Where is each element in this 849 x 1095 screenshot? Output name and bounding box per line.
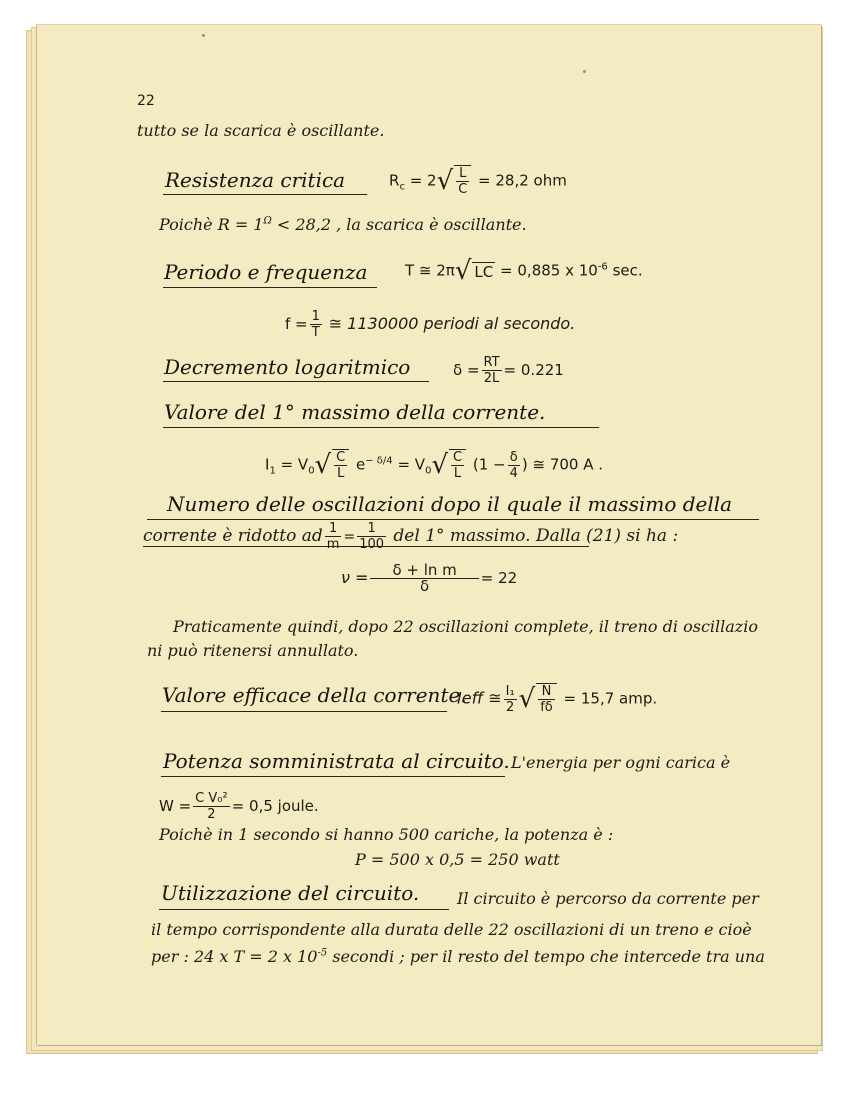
fraction [504, 684, 517, 715]
formula-text: f = [285, 315, 308, 333]
formula-text: = 0,885 x 10 [500, 261, 598, 280]
numerator: 1 [325, 521, 342, 537]
formula-watt: P = 500 x 0,5 = 250 watt [355, 850, 560, 869]
numerator: I₁ [505, 683, 515, 699]
heading-underline [163, 194, 367, 195]
formula-result: = 0.221 [503, 361, 564, 379]
sqrt-icon: √ [314, 450, 332, 480]
fraction [508, 450, 520, 481]
formula-text: = 2 [409, 171, 437, 190]
exponent: − δ/4 [365, 455, 393, 467]
formula-corrente-massima [265, 449, 603, 481]
heading-text: corrente è ridotto ad [143, 526, 323, 546]
text-part: per : 24 x T = 2 x 10 [151, 947, 318, 966]
formula-numero [341, 563, 517, 594]
text-part: Poichè R = 1 [159, 215, 264, 234]
formula-result: = 15,7 amp. [563, 689, 658, 708]
heading-decremento: Decremento logaritmico [164, 355, 411, 379]
denominator: 2 [505, 699, 515, 715]
subscript: 1 [269, 465, 276, 477]
fraction [482, 355, 502, 386]
numerator: δ [508, 450, 520, 466]
numerator: N [538, 684, 555, 700]
numerator: RT [483, 355, 500, 370]
fraction [193, 791, 230, 822]
sqrt-icon: √ [436, 166, 454, 196]
denominator: 2 [207, 807, 216, 822]
heading-underline [161, 776, 505, 777]
unit: sec. [612, 261, 643, 280]
text-part: secondi ; per il resto del tempo che intercede tra una [332, 947, 765, 966]
heading-underline [161, 711, 447, 712]
heading-resistenza-critica: Resistenza critica [165, 168, 346, 192]
formula-symbol: Ieff ≅ [457, 688, 502, 708]
formula-text: = V [397, 455, 426, 474]
denominator: L [337, 466, 345, 481]
formula-energia [159, 791, 319, 822]
fraction [310, 309, 322, 340]
heading-underline [163, 427, 599, 428]
formula-symbol: W = [159, 797, 192, 815]
manuscript-page [36, 24, 821, 1045]
formula-efficace [457, 683, 657, 715]
ohm-unit: Ω [263, 215, 272, 227]
denominator: 2L [483, 371, 500, 386]
heading-valore-massimo: Valore del 1° massimo della corrente. [164, 400, 546, 424]
sqrt-icon: √ [518, 684, 536, 714]
formula-result: = 28,2 ohm [478, 171, 567, 190]
denominator: 100 [359, 537, 385, 552]
radicand: LC [474, 262, 494, 281]
numerator: 1 [311, 309, 320, 324]
formula-result: ) ≅ 700 A . [521, 455, 604, 474]
fraction [332, 449, 349, 481]
formula-resistenza [389, 165, 567, 197]
potenza-tail: L'energia per ogni carica è [511, 753, 731, 772]
subscript: 0 [308, 465, 315, 477]
paper-speck [202, 34, 205, 37]
utilizzazione-tail: Il circuito è percorso da corrente per [457, 889, 759, 908]
intro-line: tutto se la scarica è oscillante. [137, 121, 385, 140]
formula-result: = 0,5 joule. [231, 797, 319, 815]
numerator: 1 [357, 521, 386, 537]
formula-text: δ = [453, 361, 480, 379]
denominator: 4 [509, 465, 518, 481]
formula-text: = V [280, 455, 309, 474]
heading-numero-oscillazioni-1: Numero delle oscillazioni dopo il quale il massimo della [167, 492, 733, 516]
utilizzazione-line-3 [151, 947, 765, 966]
formula-symbol: I [265, 455, 270, 474]
numerator: C [336, 450, 346, 465]
formula-text: (1 − [472, 455, 506, 474]
denominator: m [326, 537, 340, 552]
heading-underline [143, 546, 589, 547]
numerator: C V₀² [195, 791, 228, 806]
formula-subscript: c [399, 181, 405, 193]
numerator: C [453, 450, 463, 465]
numerator: δ + ln m [370, 563, 478, 579]
exponent: -5 [317, 947, 328, 959]
line-poiche-r [159, 215, 527, 234]
text-part: Dalla (21) si ha : [535, 526, 679, 546]
formula-text: ≅ 1130000 periodi al secondo. [328, 314, 576, 333]
denominator: T [311, 325, 320, 340]
sqrt-icon: √ [454, 256, 472, 286]
denominator: L [453, 466, 462, 481]
heading-numero-oscillazioni-2 [143, 521, 678, 552]
fraction [357, 521, 386, 552]
exponent: -6 [597, 261, 608, 273]
formula-decremento [453, 355, 564, 386]
utilizzazione-line-2: il tempo corrispondente alla durata delle 22 oscillazioni di un treno e cioè [151, 920, 752, 939]
heading-underline [163, 381, 429, 382]
heading-potenza: Potenza somministrata al circuito. [163, 749, 510, 773]
heading-utilizzazione: Utilizzazione del circuito. [161, 881, 420, 905]
formula-symbol: R [389, 171, 400, 190]
formula-periodo [405, 258, 643, 284]
numerator: L [456, 166, 469, 182]
formula-symbol: ν = [341, 568, 369, 587]
heading-underline [159, 909, 449, 910]
subscript: 0 [425, 465, 432, 477]
fraction [454, 165, 471, 197]
formula-text: e [356, 455, 366, 474]
paper-speck [583, 70, 586, 73]
sqrt-icon: √ [431, 450, 449, 480]
fraction [449, 449, 466, 481]
formula-text: = [343, 529, 356, 545]
heading-valore-efficace: Valore efficace della corrente. [162, 683, 467, 707]
formula-result: = 22 [480, 569, 518, 587]
heading-underline [163, 287, 377, 288]
heading-underline [147, 519, 759, 520]
denominator: δ [420, 577, 430, 595]
heading-periodo-frequenza: Periodo e frequenza [164, 260, 368, 284]
page-number: 22 [137, 93, 155, 109]
formula-text: T ≅ 2π [405, 261, 455, 280]
denominator: C [458, 182, 468, 197]
text-part: < 28,2 , la scarica è oscillante. [276, 215, 527, 234]
fraction [325, 521, 342, 552]
denominator: fδ [540, 700, 553, 715]
praticamente-line-1: Praticamente quindi, dopo 22 oscillazioni complete, il treno di oscillazio [173, 617, 758, 636]
formula-frequenza [285, 309, 575, 340]
heading-text: del 1° massimo. [393, 526, 531, 546]
poiche-cariche: Poichè in 1 secondo si hanno 500 cariche, la potenza è : [159, 825, 614, 844]
fraction [370, 563, 478, 594]
fraction [536, 683, 557, 715]
praticamente-line-2: ni può ritenersi annullato. [147, 641, 359, 660]
